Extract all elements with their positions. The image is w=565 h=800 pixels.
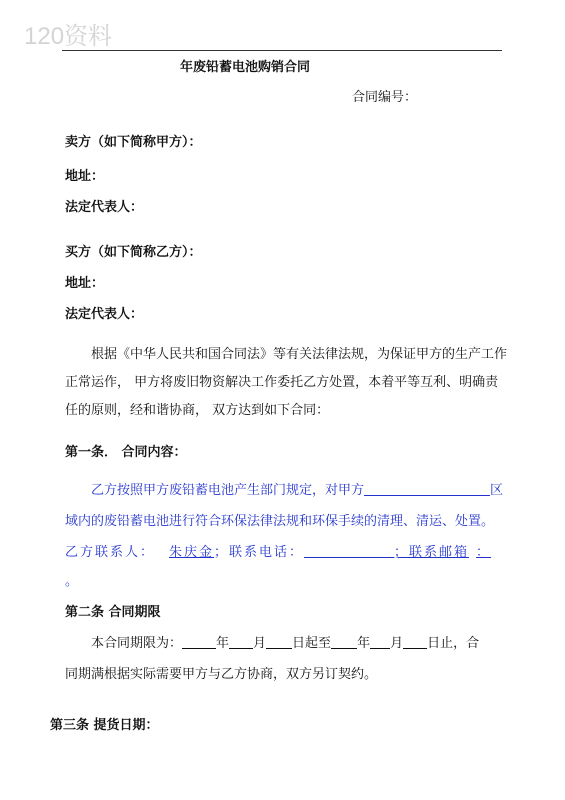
start-year-label: 年 xyxy=(216,636,230,651)
article1-text-start: 乙方按照甲方废铅蓄电池产生部门规定，对甲方 xyxy=(91,483,365,498)
end-month-label: 月 xyxy=(390,636,404,651)
end-month-blank xyxy=(370,634,390,649)
area-blank xyxy=(364,481,490,496)
end-year-label: 年 xyxy=(357,636,371,651)
article3-heading: 第三条 提货日期： xyxy=(50,718,159,733)
buyer-address-label: 地址： xyxy=(65,276,105,291)
seller-address-label: 地址： xyxy=(65,169,105,184)
intro-paragraph: 根据《中华人民共和国合同法》等有关法律法规，为保证甲方的生产工作正常运作， 甲方将废旧物资解决工作委托乙方处置，本着平等互利、明确责任的原则，经和谐协商， 双方达到如下合同： xyxy=(65,347,508,418)
phone-blank xyxy=(304,543,394,558)
start-day-blank xyxy=(266,634,292,649)
header-rule xyxy=(62,50,502,51)
watermark-logo: 120资料 xyxy=(24,23,113,50)
start-year-blank xyxy=(182,634,216,649)
end-day-label: 日止，合 xyxy=(427,636,480,651)
end-day-blank xyxy=(403,634,427,649)
start-month-blank xyxy=(229,634,253,649)
email-colon: ： xyxy=(476,545,492,560)
article1-line1 xyxy=(91,479,503,498)
term-line xyxy=(91,632,479,651)
article1-line2: 域内的废铅蓄电池进行符合环保法律法规和环保手续的清理、清运、处置。 xyxy=(65,514,495,529)
seller-rep-label: 法定代表人： xyxy=(65,200,144,215)
article2-heading: 第二条 合同期限 xyxy=(65,605,161,620)
article1-trailing: 。 xyxy=(65,574,79,589)
contact-label: 乙方联系人： xyxy=(65,545,156,560)
article1-heading: 第一条． 合同内容： xyxy=(65,445,187,460)
email-label: ；联系邮箱 xyxy=(394,545,470,560)
document-title: 年废铅蓄电池购销合同 xyxy=(180,60,311,75)
buyer-label: 买方（如下简称乙方）： xyxy=(65,245,202,260)
seller-label: 卖方（如下简称甲方）： xyxy=(65,135,202,150)
term-label: 本合同期限为： xyxy=(91,636,183,651)
end-year-blank xyxy=(331,634,357,649)
article1-text-end: 区 xyxy=(490,483,504,498)
phone-label: ；联系电话： xyxy=(214,545,305,560)
buyer-rep-label: 法定代表人： xyxy=(65,307,144,322)
contact-name: 朱庆金 xyxy=(169,545,215,560)
start-day-label: 日起至 xyxy=(292,636,332,651)
start-month-label: 月 xyxy=(253,636,267,651)
term-line2: 同期满根据实际需要甲方与乙方协商，双方另订契约。 xyxy=(65,667,378,682)
contract-number-label: 合同编号： xyxy=(352,90,418,105)
contact-line xyxy=(65,541,491,560)
